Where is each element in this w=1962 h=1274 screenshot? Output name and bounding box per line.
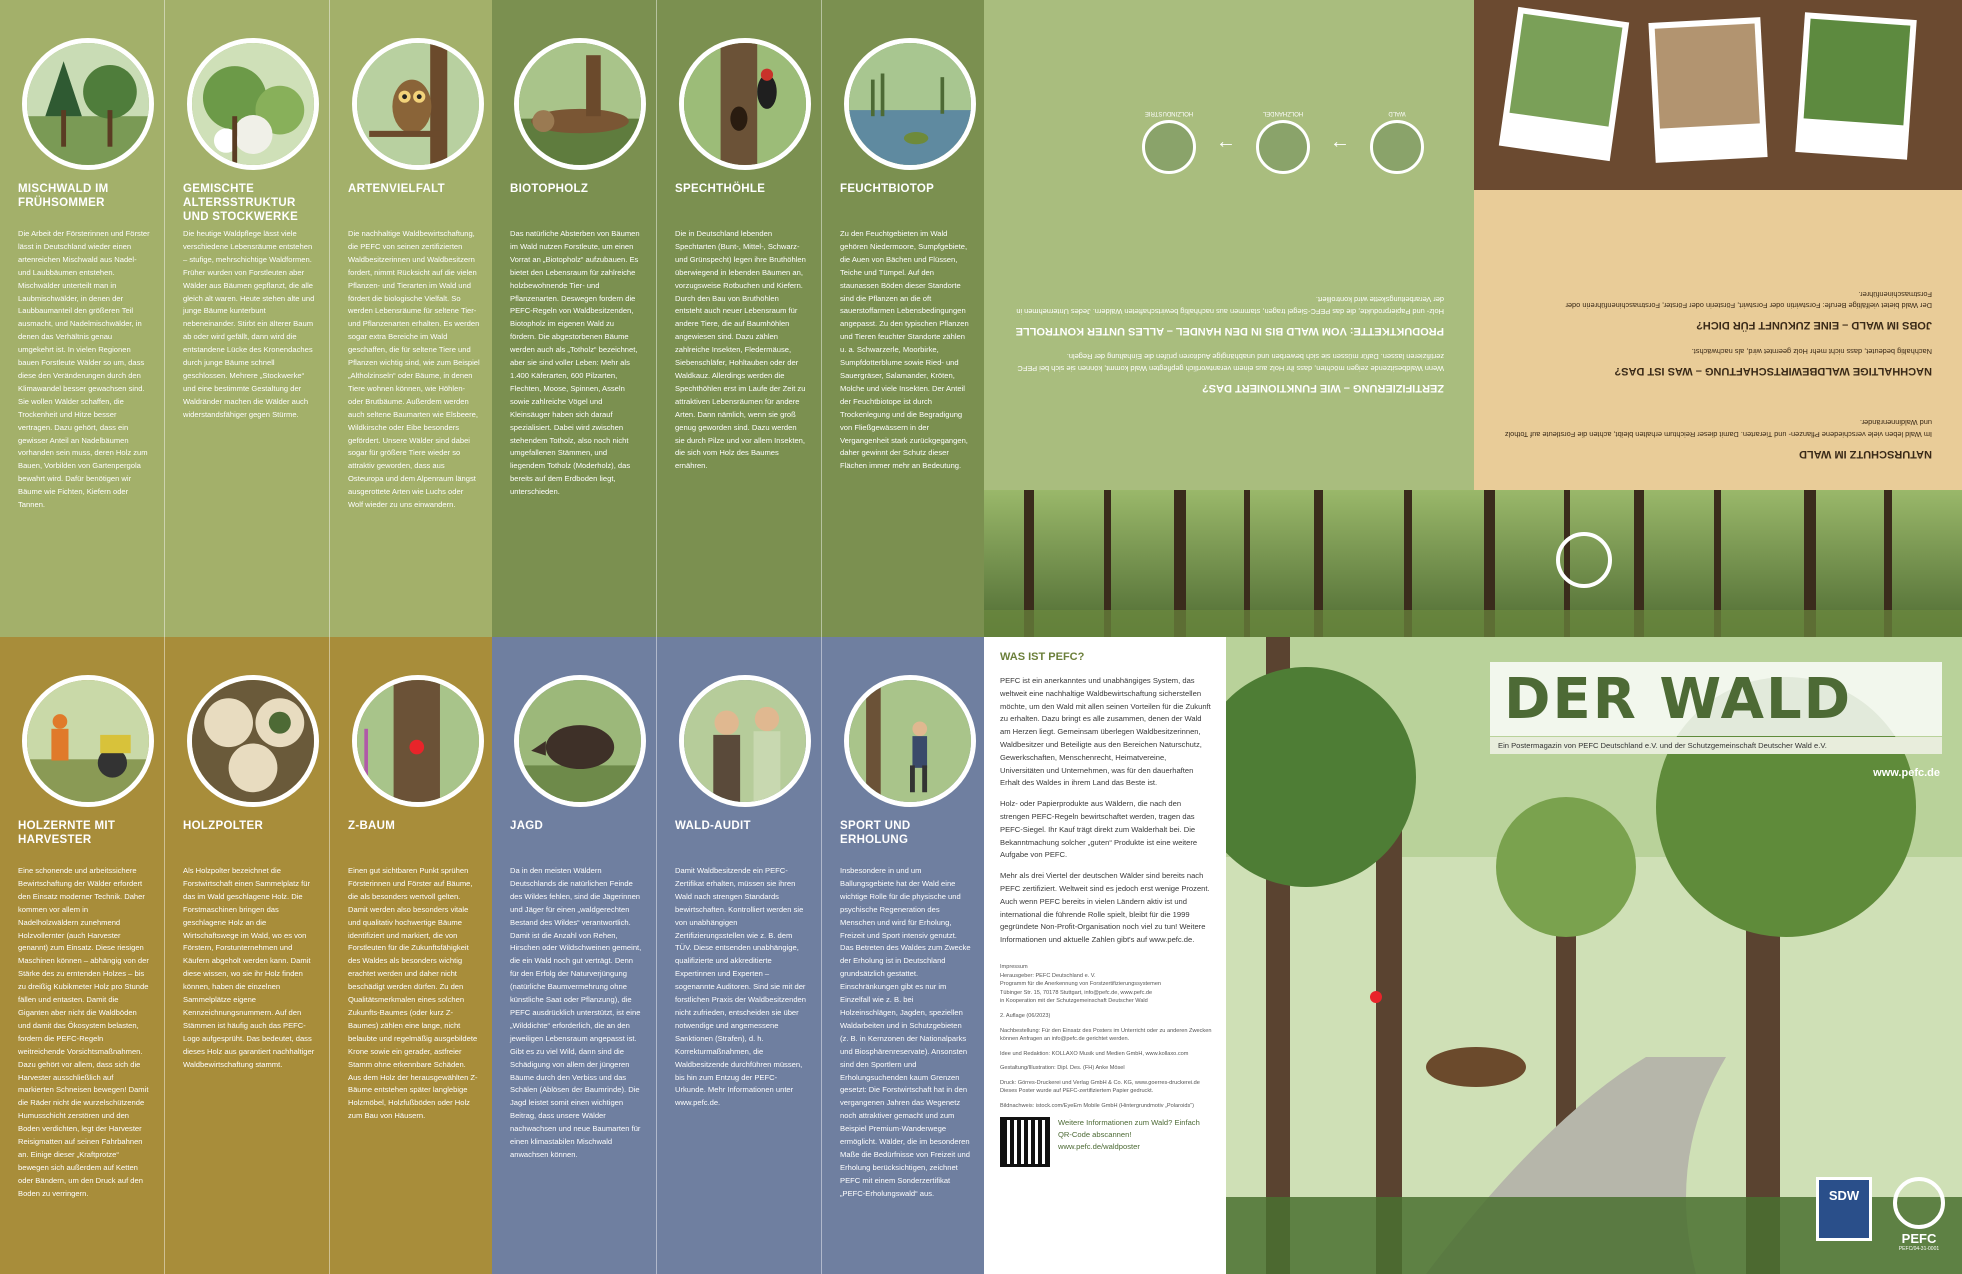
column-title: WALD-AUDIT — [675, 820, 751, 832]
column-title: BIOTOPHOLZ — [510, 183, 589, 195]
column-biotopholz — [492, 0, 657, 637]
column-title: Z-BAUM — [348, 820, 396, 832]
imprint: Impressum Herausgeber: PEFC Deutschland e. V. Programm für die Anerkennung von Forstzertifizierungssystemen Tübinger Str. 15, 70178 Stuttgart, info@pefc.de, www.pefc.de in Kooperation mit der Schutzgemeinschaft Deutscher Wald — [1000, 963, 1162, 1005]
info-paragraph: Mehr als drei Viertel der deutschen Wälder sind bereits nach PEFC zertifiziert. Weltweit sind es jedoch erst wenige Prozent. Auch wenn PEFC bereits in vielen Ländern aktiv ist und international die führende Rolle spielt, bleibt für die 1999 gegründete Non-Profit-Organisation noch viel zu tun! Weitere Informationen und aktuelle Zahlen gibt's auf www.pefc.de. — [1000, 871, 1210, 945]
arrow-icon: → — [1216, 135, 1236, 158]
qr-code-icon[interactable] — [1000, 1117, 1050, 1167]
cover-title: DER WALD — [1504, 667, 1853, 732]
forest-icon — [1370, 120, 1424, 174]
harvester-icon — [22, 675, 154, 807]
column-mischwald — [0, 0, 165, 637]
column-spechthoehle — [657, 0, 822, 637]
column-sport — [822, 637, 984, 1274]
column-title: MISCHWALD IM FRÜHSOMMER — [18, 183, 109, 209]
deadwood-icon — [514, 38, 646, 170]
column-wald-audit — [657, 637, 822, 1274]
design-credit: Gestaltung/Illustration: Dipl. Des. (FH) Anke Mösel — [1000, 1065, 1125, 1072]
chain-step: HOLZHANDEL — [1256, 110, 1310, 174]
jobs-heading: JOBS IM WALD – EINE ZUKUNFT FÜR DICH? — [1696, 319, 1932, 332]
jobs-text: Der Wald bietet vielfältige Berufe: Forstwirtin oder Forstwirt, Försterin oder Förster, Forstmaschinenführerin oder Forstmaschinenführer. — [1565, 289, 1932, 311]
wetland-icon — [844, 38, 976, 170]
panel-what-is-pefc — [984, 637, 1226, 1274]
column-artenvielfalt — [330, 0, 492, 637]
woodpecker-icon — [679, 38, 811, 170]
marked-tree-icon — [352, 675, 484, 807]
column-text: Die Arbeit der Försterinnen und Förster lässt in Deutschland wieder einen artenreichen Mischwald aus Nadel- und Laubbäumen entstehen. Mischwälder unterteilt man in Laubmischwälder, in denen der Laubbaumanteil den größeren Teil ausmacht, und Nadelmischwälder, in denen das Verhältnis genau umgekehrt ist. In vielen Regionen bauen Forstleute Wälder so um, dass diese den Veränderungen durch den Klimawandel besser gewachsen sind. Sie wollen Wälder schaffen, die Trockenheit und Hitze besser vertragen. Dazu gehört, dass ein gewisser Anteil an Nadelbäumen vorhanden sein muss, deren Holz zum Bauen, Vorbilden von Gartenpergola bewahrt wird. Dafür benötigen wir Bäume wie Fichten, Kiefern oder Tannen. — [18, 229, 150, 510]
column-holzernte — [0, 637, 165, 1274]
boards-icon — [1142, 120, 1196, 174]
panel-jobs-flipped — [1474, 0, 1962, 490]
info-paragraph: Holz- oder Papierprodukte aus Wäldern, die nach den strengen PEFC-Regeln bewirtschaftet werden, tragen das PEFC-Siegel. Ihr Kauf trägt direkt zum Walderhalt bei. Die Bekanntmachung solcher „guten“ Produkte ist eine weitere Aufgabe von PEFC. — [1000, 799, 1198, 860]
nature-heading: NATURSCHUTZ IM WALD — [1799, 448, 1932, 460]
log-pile-icon — [187, 675, 319, 807]
owl-icon — [352, 38, 484, 170]
sustainability-text: Nachhaltig bedeutet, dass nicht mehr Holz geerntet wird, als nachwächst. — [1691, 346, 1932, 356]
info-paragraph: PEFC ist ein anerkanntes und unabhängiges System, das weltweit eine nachhaltige Waldbewirtschaftung sicherstellen möchte, um den Wald mit allen seinen Vorteilen für die Zukunft zu erhalten. Dazu bringt es alle zusammen, denen der Wald am Herzen liegt. Gemeinsam überlegen Waldbesitzerinnen, Waldbesitzer und Beteiligte aus den Bereichen Naturschutz, Gewerkschaften, Menschenrecht, Heimatvereine, Universitäten und Unternehmen, was für den dauerhaften Erhalt des Waldes in ihrem Land das Beste ist. — [1000, 676, 1211, 788]
column-z-baum — [330, 637, 492, 1274]
qr-text: Weitere Informationen zum Wald? Einfach QR-Code abscannen! www.pefc.de/waldposter — [1058, 1117, 1200, 1151]
column-title: ARTENVIELFALT — [348, 183, 445, 195]
column-title: HOLZERNTE MIT HARVESTER — [18, 820, 116, 846]
arrow-icon: → — [1330, 135, 1350, 158]
chain-heading: PRODUKTKETTE: VOM WALD BIS IN DEN HANDEL – ALLES UNTER KONTROLLE — [1015, 324, 1444, 337]
chain-step: HOLZINDUSTRIE — [1142, 110, 1196, 174]
column-text: Die in Deutschland lebenden Spechtarten (Bunt-, Mittel-, Schwarz- und Grünspecht) legen ihre Bruthöhlen überwiegend in lebenden Bäumen an, vorzugsweise Rotbuchen und Kiefern. Durch den Bau von Bruthöhlen entsteht auch neuer Lebensraum für andere Tiere, die auf Baumhöhlen angewiesen sind. Dazu zählen zahlreiche Insekten, Fledermäuse, Siebenschläfer, Hohltauben oder der Waldkauz. Allerdings werden die Spechthöhlen erst im Laufe der Zeit zu attraktiven Lebensräumen für andere Arten. Dann nämlich, wenn sie groß genug geworden sind. Dazu werden sie durch Pilze und vor allem Insekten, die sich vom Holz des Baumes ernähren. — [675, 229, 806, 471]
column-text: Zu den Feuchtgebieten im Wald gehören Niedermoore, Sumpfgebiete, die Auen von Bächen und Flüssen, Teiche und Tümpel. Auf den staunassen Böden dieser Standorte sind die Pflanzen an die oft sauerstoffarmen Lebensbedingungen angepasst. Zu den typischen Pflanzen und Tieren feuchter Standorte zählen u. a. Schwarzerle, Moorbirke, Sumpfdotterblume sowie Ried- und Sauergräser, Salamander, Kröten, Molche und viele Insekten. Der Anteil der Feuchtbiotope ist durch Trockenlegung und die Begradigung von Fließgewässern in der Vergangenheit stark zurückgegangen, daher gewinnt der Schutz dieser Flächen immer mehr an Bedeutung. — [840, 229, 969, 471]
auditors-icon — [679, 675, 811, 807]
column-text: Damit Waldbesitzende ein PEFC-Zertifikat erhalten, müssen sie ihren Wald nach strengen Standards bewirtschaften. Kontrolliert werden sie von unabhängigen Zertifizierungsstellen wie z. B. dem TÜV. Diese entsenden unabhängige, qualifizierte und akkreditierte Expertinnen und Experten – sogenannte Auditoren. Sind sie mit der forstlichen Praxis der Waldbesitzenden nicht zufrieden, entscheiden sie über notwendige und angemessene Sanktionen (Strafen), d. h. Korrekturmaßnahmen, die Waldbesitzende durchführen müssen, bis hin zum Entzug der PEFC-Urkunde. Mehr Informationen unter www.pefc.de. — [675, 866, 806, 1108]
column-text: Die heutige Waldpflege lässt viele verschiedene Lebensräume entstehen – stufige, mehrschichtige Waldformen. Früher wurden von Forstleuten aber Wälder aus Bäumen gepflanzt, die alle gleich alt waren. Heute stehen alte und junge Bäume kunterbunt nebeneinander. Stirbt ein älterer Baum ab oder wird gefällt, dann wird die entstandene Lücke des Kronendaches durch junge Bäume schnell geschlossen. Mehrere „Stockwerke“ und eine bestimmte Gestaltung der Waldränder machen die Wälder auch widerstandsfähiger gegen Stürme. — [183, 229, 315, 419]
pefc-logo: PEFC PEFC/04-31-0001 — [1888, 1177, 1950, 1252]
boar-icon — [514, 675, 646, 807]
column-text: Insbesondere in und um Ballungsgebiete hat der Wald eine wichtige Rolle für die physische und psychische Regeneration des Menschen und wird für Erholung, Freizeit und Sport intensiv genutzt. Das Betreten des Waldes zum Zwecke der Erholung ist in Deutschland grundsätzlich gestattet. Einschränkungen gibt es nur im Einzelfall wie z. B. bei Holzeinschlägen, Jagden, speziellen Waldarbeiten und in Schutzgebieten (z. B. in Kernzonen der Nationalparks und Biosphärenreservate). Ansonsten sind den Sportlern und Erholungsuchenden kaum Grenzen gesetzt: Die Forstwirtschaft hat in den vergangenen Jahren das Wegenetz noch attraktiver gemacht und zum Beispiel Premium-Wanderwege ermöglicht. Wälder, die im besonderen Maße die Bedürfnisse von Freizeit und Erholung berücksichtigen, zeichnet PEFC mit einem Sonderzertifikat „PEFC-Erholungswald“ aus. — [840, 866, 971, 1198]
column-text: Die nachhaltige Waldbewirtschaftung, die PEFC von seinen zertifizierten Waldbesitzerinnen und Waldbesitzern fordert, nimmt Rücksicht auf die vielen Pflanzen- und Tierarten im Wald und fördert die biologische Vielfalt. So werden Lebensräume für seltene Tier- und Pflanzenarten erhalten. Es werden sogar extra Bereiche im Wald geschaffen, die für seltene Tiere und Pflanzen wichtig sind, wie zum Beispiel „Altholzinseln“ oder Bäume, in denen Tiere wohnen können, wie Höhlen- oder Brutbäume. Außerdem werden auch seltene Baumarten wie Elsbeere, Wildkirsche oder Eibe besonders gefördert. Unsere Wälder sind dabei sogar für größere Tiere wieder so attraktiv geworden, dass aus Osteuropa und dem Alpenraum längst ausgerottete Arten wie Luchs oder Wolf wieder zu uns einwandern. — [348, 229, 480, 510]
jogger-icon — [844, 675, 976, 807]
column-altersstruktur — [165, 0, 330, 637]
edition: 2. Auflage (06/2023) — [1000, 1012, 1051, 1019]
forest-photo — [984, 490, 1962, 637]
column-title: FEUCHTBIOTOP — [840, 183, 935, 195]
column-title: SPECHTHÖHLE — [675, 183, 766, 195]
panel-usage — [492, 637, 984, 1274]
sustainability-heading: NACHHALTIGE WALDBEWIRTSCHAFTUNG – WAS IST DAS? — [1614, 364, 1932, 377]
print-credit: Druck: Görres-Druckerei und Verlag GmbH & Co. KG, www.goerres-druckerei.de Dieses Poster wurde auf PEFC-zertifiziertem Papier gedruckt. — [1000, 1079, 1200, 1095]
column-text: Als Holzpolter bezeichnet die Forstwirtschaft einen Sammelplatz für das im Wald geschlagene Holz. Die Forstmaschinen bringen das geschlagene Holz an die Wirtschaftswege im Wald, wo es von Förstern, Forstunternehmen und Käufern abgeholt werden kann. Damit diese wissen, wo sie ihr Holz finden können, haben die einzelnen Sammelplätze eigene Kennzeichnungsnummern. Auf den Stämmen ist häufig auch das PEFC-Logo aufgesprüht. Das bedeutet, dass dieses Holz aus garantiert nachhaltiger Waldbewirtschaftung stammt. — [183, 866, 315, 1069]
panel-habitats — [492, 0, 984, 637]
qr-block — [1000, 1117, 1212, 1167]
column-feuchtbiotop — [822, 0, 984, 637]
pefc-tree-icon — [1893, 1177, 1945, 1229]
nature-text: Im Wald leben viele verschiedene Pflanzen- und Tierarten. Damit dieser Reichtum erhalten bleibt, achten die Forstleute auf Totholz und Waldinnenränder. — [1504, 418, 1932, 439]
panel-certification-flipped — [984, 0, 1474, 490]
chain-step: WALD — [1370, 110, 1424, 174]
timber-icon — [1256, 120, 1310, 174]
reprint-note: Nachbestellung: Für den Einsatz des Posters im Unterricht oder zu anderen Zwecken können Anfragen an info@pefc.de gerichtet werden. — [1000, 1027, 1212, 1043]
column-text: Das natürliche Absterben von Bäumen im Wald nutzen Forstleute, um einen Vorrat an „Biotopholz“ aufzubauen. Es bietet den Lebensraum für zahlreiche holzbewohnende Tier- und Pflanzenarten. Deswegen fordern die PEFC-Regeln von Waldbesitzenden, Biotopholz im eigenen Wald zu fördern. Die abgestorbenen Bäume werden auch als „Totholz“ bezeichnet, aber sie sind voller Leben: Mehr als 1.400 Käferarten, 600 Pilzarten, Flechten, Moose, Spinnen, Asseln sowie zahlreiche Vögel und Kleinsäuger haben sich darauf spezialisiert. Dabei wird zwischen stehendem Totholz, also noch nicht umgefallenen Stämmen, und liegendem Totholz (Moderholz), das bereits auf dem Erdboden liegt, unterschieden. — [510, 229, 640, 497]
column-title: SPORT UND ERHOLUNG — [840, 820, 911, 846]
idea-credit: Idee und Redaktion: KOLLAXO Musik und Medien GmbH, www.kollaxo.com — [1000, 1050, 1189, 1057]
column-title: GEMISCHTE ALTERSSTRUKTUR UND STOCKWERKE — [183, 183, 299, 223]
panel-forestry — [0, 637, 492, 1274]
chain-text: Holz- und Papierprodukte, die das PEFC-Siegel tragen, stammen aus nachhaltig bewirtschafteten Wäldern. Jedes Unternehmen in der Verarbeitungskette wird kontrolliert. — [1016, 295, 1444, 316]
tree-layers-icon — [187, 38, 319, 170]
website-link[interactable]: www.pefc.de — [1873, 767, 1940, 779]
product-chain — [1008, 110, 1444, 174]
cover-title-box — [1490, 662, 1942, 736]
panel-forest-types — [0, 0, 492, 637]
column-holzpolter — [165, 637, 330, 1274]
info-heading: WAS IST PEFC? — [1000, 651, 1085, 663]
column-text: Da in den meisten Wäldern Deutschlands die natürlichen Feinde des Wildes fehlen, sind die Jägerinnen und Jäger für einen „waldgerechten Bestand des Wildes“ verantwortlich. Damit ist die Anzahl von Rehen, Hirschen oder Wildschweinen gemeint, die ein Wald noch gut verträgt. Denn für den Erfolg der Naturverjüngung (natürliche Baumvermehrung ohne künstliche Saat oder Pflanzung), die PEFC ausdrücklich unterstützt, ist eine „Wilddichte“ erforderlich, die an den jeweiligen Lebensraum angepasst ist. Gibt es zu viel Wild, dann sind die Schädigung von allem der jüngeren Bäume durch den Verbiss und das Schälen (Ablösen der Baumrinde). Die Jagd leistet somit einen wichtigen Beitrag, dass unsere Wälder nachwachsen und neue Baumarten für einen klimastabilen Mischwald anwachsen können. — [510, 866, 642, 1159]
cover-subtitle: Ein Postermagazin von PEFC Deutschland e.V. und der Schutzgemeinschaft Deutscher Wald e.V. — [1490, 737, 1942, 754]
column-text: Eine schonende und arbeitssichere Bewirtschaftung der Wälder erfordert den Einsatz moderner Technik. Daher kommen vor allem in Nadelholzwäldern zunehmend Holzvollernter (auch Harvester genannt) zum Einsatz. Diese riesigen Maschinen können – abhängig von der Stärke des zu erntenden Holzes – bis zu dreißig Kubikmeter Holz pro Stunde fällen und entasten. Damit die Giganten aber nicht die Waldböden und damit das Ökosystem belasten, fordern die PEFC-Regeln weitreichende Vorsichtsmaßnahmen. Dazu gehört vor allem, dass sich die Harvester ausschließlich auf markierten Schneisen bewegen! Damit die Räder nicht die wurzelschützende Humusschicht zerstören und den Boden verdichten, legt der Harvester Reisigmatten auf seinen Fahrbahnen an. Einige dieser „Kraftprotze“ bewegen sich außerdem auf Ketten oder Bändern, um den Druck auf den Boden zu verringern. — [18, 866, 149, 1198]
column-jagd — [492, 637, 657, 1274]
column-title: HOLZPOLTER — [183, 820, 264, 832]
cover-page — [1226, 637, 1962, 1274]
image-credit: Bildnachweis: istock.com/EyeEm Mobile GmbH (Hintergrundmotiv „Polaroids“) — [1000, 1103, 1194, 1110]
column-title: JAGD — [510, 820, 544, 832]
certification-text: Wenn Waldbesitzende zeigen möchten, dass ihr Holz aus einem verantwortlich gepflegten Wald kommt, können sie sich bei PEFC zertifizieren lassen. Dafür müssen sie sich bewerben und unabhängige Auditoren prüfen die Einhaltung der Regeln. — [1017, 352, 1444, 373]
column-text: Einen gut sichtbaren Punkt sprühen Försterinnen und Förster auf Bäume, die als besonders wertvoll gelten. Damit werden also besonders vitale und qualitativ hochwertige Bäume identifiziert und markiert, die von Forstleuten für die Zukunftsfähigkeit des Waldes als besonders wichtig erachtet werden und daher nicht beschädigt werden dürfen. Zu den Qualitätsmerkmalen eines solchen Zukunfts-Baumes (oder kurz Z-Baumes) zählen eine lange, nicht belaubte und regelmäßig ausgebildete Krone sowie ein gerader, astfreier Stamm ohne erkennbare Schäden. Aus dem Holz der herausgewählten Z-Bäume entstehen später langlebige Holzmöbel, Holzfußböden oder Holz zum Bau von Häusern. — [348, 866, 478, 1121]
certification-heading: ZERTIFIZIERUNG – WIE FUNKTIONIERT DAS? — [1202, 382, 1444, 394]
mixed-forest-icon — [22, 38, 154, 170]
sdw-logo: SDW — [1816, 1177, 1872, 1241]
